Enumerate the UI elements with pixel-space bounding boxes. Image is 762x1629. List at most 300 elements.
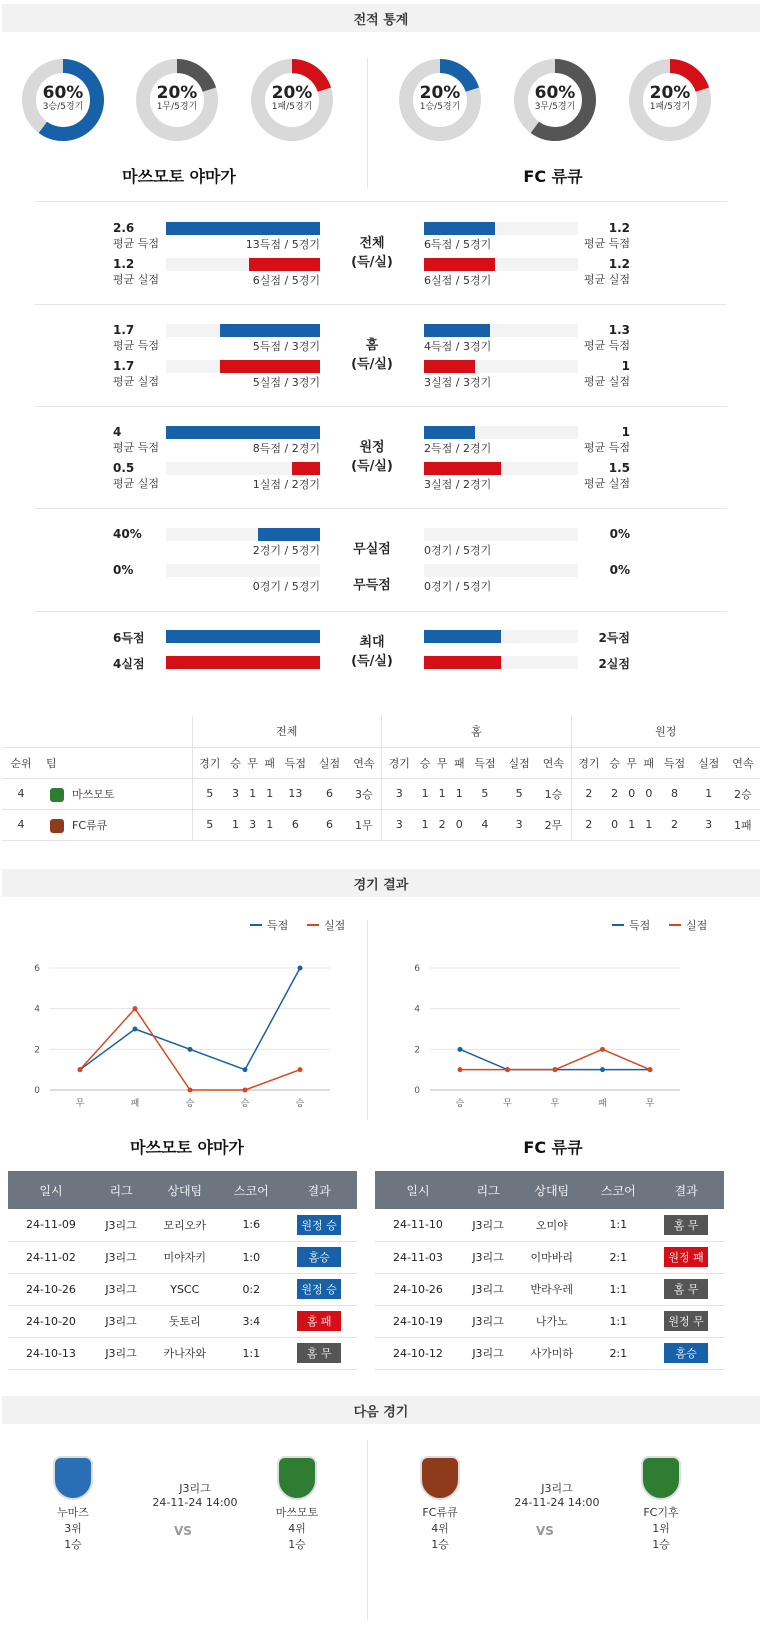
next-team-rank: 3위	[64, 1522, 82, 1535]
home-bar-track	[166, 564, 320, 577]
standings-col-header: 패	[264, 756, 276, 770]
result-cell	[281, 1305, 357, 1337]
results-col-header: 일시	[8, 1171, 94, 1209]
table-row	[2, 778, 760, 809]
away-max-goals: 2득점	[598, 631, 630, 645]
away-max-conceded-bar	[424, 656, 501, 669]
standings-col-header: 무	[436, 756, 448, 770]
home-max-goals: 6득점	[113, 631, 145, 645]
standings-cell: 5	[206, 818, 214, 831]
standings-cell: 3	[515, 818, 523, 831]
away-stat-value: 1.2	[608, 257, 630, 271]
away-donut	[398, 58, 482, 142]
result-league: J3리그	[94, 1273, 148, 1305]
chart-legend	[612, 918, 707, 932]
standings-col-header: 팀	[40, 747, 192, 778]
donut-sub: 3무/5경기	[534, 102, 576, 112]
result-badge: 홈승	[297, 1247, 341, 1267]
result-badge: 홈 무	[664, 1279, 708, 1299]
home-score-chart	[0, 912, 380, 1112]
series-point	[188, 1088, 193, 1093]
result-league: J3리그	[94, 1337, 148, 1369]
standings-cell: 1	[645, 818, 653, 831]
away-donut	[513, 58, 597, 142]
home-stat-value: 0%	[113, 563, 134, 577]
result-cell	[281, 1209, 357, 1241]
series-line-scored	[80, 968, 300, 1070]
vs-label: VS	[536, 1524, 554, 1538]
next-team-name: 마쓰모토	[275, 1506, 319, 1519]
away-max-goals-bar	[424, 630, 501, 643]
donut-percent: 60%	[42, 83, 84, 103]
away-team-name: FC 류큐	[523, 167, 583, 186]
next-datetime: 24-11-24 14:00	[514, 1496, 600, 1509]
home-donut	[135, 58, 219, 142]
divider	[35, 508, 727, 509]
away-stat-value: 1	[621, 425, 630, 439]
away-bar-fill	[424, 426, 475, 439]
donut-label	[135, 84, 219, 113]
team-crest-icon	[50, 788, 64, 802]
divider	[367, 58, 368, 188]
x-tick-label: 무	[503, 1099, 512, 1109]
home-donut	[21, 58, 105, 142]
away-bar-caption: 2득점 / 2경기	[424, 442, 492, 455]
result-league: J3리그	[94, 1209, 148, 1241]
standings-cell: 0	[628, 787, 636, 800]
stat-category-sub: (득/실)	[351, 654, 393, 669]
standings-cell: 3승	[347, 778, 382, 809]
divider	[35, 406, 727, 407]
standings-cell: 3	[395, 787, 403, 800]
home-bar-fill	[292, 462, 320, 475]
away-stat-value: 1	[621, 359, 630, 373]
away-bar-fill	[424, 258, 495, 271]
standings-col-header: 득점	[474, 756, 496, 770]
results-header-row	[375, 1171, 724, 1209]
away-bar-caption: 6득점 / 5경기	[424, 238, 492, 251]
result-score: 1:1	[221, 1337, 281, 1369]
donut-percent: 20%	[419, 83, 461, 103]
x-tick-label: 승	[185, 1099, 195, 1109]
home-results-table	[8, 1171, 357, 1370]
result-opponent[interactable]: 카나자와	[148, 1337, 221, 1369]
result-badge: 원정 무	[664, 1311, 708, 1331]
standings-cell: 1패	[734, 818, 752, 832]
standings-cell: 5	[515, 787, 523, 800]
standings-col-header: 실점	[698, 756, 720, 770]
home-stat-label: 평균 득점	[113, 339, 160, 352]
standings-team-cell[interactable]	[40, 778, 192, 809]
table-row	[8, 1337, 357, 1369]
donut-sub: 3승/5경기	[42, 102, 84, 112]
standings-col-header: 승	[419, 756, 431, 770]
series-point	[600, 1067, 605, 1072]
y-tick-label: 4	[414, 1004, 420, 1015]
home-stat-label: 평균 득점	[113, 237, 160, 250]
home-stat-value: 4	[113, 425, 122, 439]
stat-category-label	[342, 633, 402, 671]
donut-label	[513, 84, 597, 113]
vs-label: VS	[174, 1524, 192, 1538]
next-team-record: 1승	[652, 1538, 670, 1551]
result-date: 24-10-19	[375, 1305, 461, 1337]
away-bar-fill	[424, 324, 490, 337]
result-date: 24-11-10	[375, 1209, 461, 1241]
result-date: 24-11-03	[375, 1241, 461, 1273]
standings-cell: 1	[266, 787, 274, 800]
standings-rank: 4	[17, 787, 25, 800]
stat-category-sub: (득/실)	[351, 459, 393, 474]
result-league: J3리그	[461, 1241, 515, 1273]
away-stat-value: 1.5	[608, 461, 630, 475]
away-bar-fill	[424, 462, 501, 475]
standings-col-header: 무	[626, 756, 638, 770]
result-badge: 원정 승	[297, 1279, 341, 1299]
result-opponent[interactable]: 돗토리	[148, 1305, 221, 1337]
away-bar-caption: 3실점 / 2경기	[424, 478, 492, 491]
donut-sub: 1승/5경기	[419, 102, 461, 112]
result-opponent[interactable]: 오미야	[515, 1209, 588, 1241]
result-opponent[interactable]: 이마바리	[515, 1241, 588, 1273]
home-stat-label: 평균 실점	[113, 477, 160, 490]
series-point	[298, 1067, 303, 1072]
result-league: J3리그	[94, 1241, 148, 1273]
away-max-conceded: 2실점	[598, 657, 630, 671]
next-league: J3리그	[541, 1482, 573, 1495]
series-point	[133, 1027, 138, 1032]
result-opponent[interactable]: 모리오카	[148, 1209, 221, 1241]
table-row	[375, 1209, 724, 1241]
result-date: 24-10-20	[8, 1305, 94, 1337]
table-row	[375, 1241, 724, 1273]
x-tick-label: 승	[455, 1099, 465, 1109]
stat-category-sub: (득/실)	[351, 255, 393, 270]
home-bar-caption: 6실점 / 5경기	[252, 274, 320, 287]
series-point	[458, 1067, 463, 1072]
y-tick-label: 2	[34, 1045, 40, 1056]
standings-cell: 1	[628, 818, 636, 831]
away-bar-caption: 3실점 / 3경기	[424, 376, 492, 389]
standings-col-header: 연속	[732, 756, 754, 770]
y-tick-label: 4	[34, 1004, 40, 1015]
series-point	[458, 1047, 463, 1052]
series-line-conceded	[460, 1049, 650, 1069]
result-cell	[648, 1337, 724, 1369]
result-opponent[interactable]: 반라우레	[515, 1273, 588, 1305]
next-match-info	[502, 1480, 612, 1509]
away-bar-fill	[424, 222, 495, 235]
home-team-name: 마쓰모토 야마가	[122, 167, 236, 186]
results-col-header: 리그	[94, 1171, 148, 1209]
standings-cell: 1	[438, 787, 446, 800]
standings-table	[2, 716, 760, 840]
results-col-header: 상대팀	[148, 1171, 221, 1209]
y-tick-label: 0	[414, 1086, 420, 1096]
next-team-left[interactable]	[30, 1456, 116, 1552]
divider	[35, 304, 727, 305]
stat-category: 최대	[359, 635, 385, 650]
standings-cell: 1	[232, 818, 240, 831]
standings-col-header: 무	[247, 756, 258, 770]
standings-team-name: 마쓰모토	[72, 787, 115, 801]
standings-cell: 1	[249, 787, 257, 800]
home-bar-caption: 1실점 / 2경기	[252, 478, 320, 491]
away-stat-label: 평균 득점	[583, 237, 630, 250]
result-badge: 원정 승	[297, 1215, 341, 1235]
standings-cell: 0	[645, 787, 653, 800]
result-badge: 홈 무	[664, 1215, 708, 1235]
standings-col-header: 경기	[578, 756, 600, 770]
standings-group-header: 홈	[382, 716, 572, 747]
result-cell	[648, 1273, 724, 1305]
away-stat-label: 평균 실점	[583, 375, 630, 388]
standings-col-header: 패	[453, 756, 465, 770]
divider	[367, 920, 368, 1120]
result-cell	[648, 1241, 724, 1273]
home-bar-fill	[220, 324, 320, 337]
standings-cell: 6	[326, 818, 333, 831]
standings-col-header: 득점	[663, 756, 686, 770]
x-tick-label: 무	[645, 1099, 655, 1109]
section-title-next: 다음 경기	[2, 1396, 760, 1424]
standings-cell: 1	[455, 787, 463, 800]
result-cell	[281, 1273, 357, 1305]
donut-percent: 20%	[649, 83, 691, 103]
legend-conceded: 실점	[324, 919, 346, 932]
standings-col-header: 승	[609, 756, 620, 770]
next-team-record: 1승	[64, 1538, 82, 1551]
table-row	[375, 1305, 724, 1337]
stat-category: 원정	[359, 440, 385, 455]
y-tick-label: 6	[34, 964, 40, 974]
results-col-header: 결과	[281, 1171, 357, 1209]
donut-sub: 1무/5경기	[156, 102, 198, 112]
standings-cell: 1	[266, 818, 274, 831]
away-bar-caption: 0경기 / 5경기	[424, 580, 492, 593]
standings-cell: 3	[395, 818, 403, 831]
home-bar-fill	[166, 222, 320, 235]
result-score: 2:1	[588, 1337, 648, 1369]
home-bar-fill	[220, 360, 320, 373]
series-point	[78, 1067, 83, 1072]
standings-col-header: 순위	[10, 756, 32, 770]
standings-col-header: 패	[643, 756, 655, 770]
home-bar-caption: 8득점 / 2경기	[252, 442, 320, 455]
standings-rank: 4	[17, 818, 25, 831]
result-score: 2:1	[588, 1241, 648, 1273]
home-team-name-results: 마쓰모토 야마가	[130, 1138, 244, 1157]
away-stat-value: 0%	[609, 563, 630, 577]
away-stat-value: 0%	[609, 527, 630, 541]
series-point	[505, 1067, 510, 1072]
next-team-right[interactable]	[254, 1456, 340, 1552]
standings-col-header: 연속	[347, 747, 382, 778]
standings-cell: 2	[670, 818, 678, 831]
standings-col-header: 연속	[536, 747, 571, 778]
divider	[367, 1440, 368, 1620]
table-row	[375, 1337, 724, 1369]
away-score-chart	[380, 912, 762, 1112]
legend-scored: 득점	[267, 919, 289, 932]
series-point	[243, 1088, 248, 1093]
table-row	[8, 1273, 357, 1305]
result-cell	[648, 1305, 724, 1337]
next-team-left[interactable]	[397, 1456, 483, 1552]
stat-category-label	[342, 540, 402, 559]
x-tick-label: 패	[130, 1099, 140, 1109]
standings-group-header: 원정	[655, 725, 677, 739]
result-score: 1:1	[588, 1209, 648, 1241]
table-row	[8, 1305, 357, 1337]
stat-category-label	[342, 234, 402, 272]
series-point	[553, 1067, 558, 1072]
result-cell	[648, 1209, 724, 1241]
home-max-conceded: 4실점	[113, 657, 145, 671]
away-bar-caption: 0경기 / 5경기	[424, 544, 492, 557]
away-stat-label: 평균 득점	[583, 441, 630, 454]
result-opponent[interactable]: 사가미하	[515, 1337, 588, 1369]
donut-label	[398, 84, 482, 113]
legend-conceded: 실점	[686, 919, 708, 932]
donut-label	[250, 84, 334, 113]
table-row	[375, 1273, 724, 1305]
next-team-rank: 4위	[431, 1522, 449, 1535]
result-score: 1:0	[221, 1241, 281, 1273]
result-badge: 홈 패	[297, 1311, 341, 1331]
next-league: J3리그	[179, 1482, 211, 1495]
home-donut	[250, 58, 334, 142]
stat-category: 전체	[359, 236, 385, 251]
standings-cell: 4	[481, 818, 489, 831]
result-league: J3리그	[461, 1209, 515, 1241]
standings-cell: 1	[421, 787, 429, 800]
home-stat-value: 0.5	[113, 461, 135, 475]
home-bar-caption: 5실점 / 3경기	[252, 376, 320, 389]
standings-col-header: 득점	[284, 756, 306, 770]
standings-col-header: 경기	[199, 756, 221, 770]
standings-team-name: FC류큐	[72, 818, 108, 832]
result-league: J3리그	[461, 1305, 515, 1337]
standings-cell: 6	[326, 787, 333, 800]
away-donut	[628, 58, 712, 142]
standings-cell: 8	[670, 787, 678, 800]
standings-cell: 1승	[536, 778, 571, 809]
standings-cell: 1	[421, 818, 429, 831]
home-bar-caption: 2경기 / 5경기	[252, 544, 320, 557]
standings-cell: 1	[705, 787, 713, 800]
away-stat-value: 1.2	[608, 221, 630, 235]
result-opponent[interactable]: YSCC	[148, 1273, 221, 1305]
standings-cell: 3	[232, 787, 240, 800]
away-stat-label: 평균 득점	[583, 339, 630, 352]
standings-cell: 1무	[347, 809, 382, 840]
stat-category: 무득점	[353, 578, 391, 593]
series-point	[188, 1047, 193, 1052]
standings-col-header: 실점	[318, 756, 341, 770]
next-datetime: 24-11-24 14:00	[152, 1496, 238, 1509]
stat-category-sub: (득/실)	[351, 357, 393, 372]
series-point	[298, 966, 303, 971]
chart-legend	[250, 918, 345, 932]
y-tick-label: 2	[414, 1045, 420, 1056]
result-date: 24-11-09	[8, 1209, 94, 1241]
results-col-header: 스코어	[588, 1171, 648, 1209]
result-opponent[interactable]: 나가노	[515, 1305, 588, 1337]
next-team-record: 1승	[288, 1538, 306, 1551]
x-tick-label: 패	[598, 1099, 607, 1109]
away-stat-value: 1.3	[608, 323, 630, 337]
team-crest-icon	[53, 1456, 93, 1500]
series-line-scored	[460, 1049, 650, 1069]
stat-category: 홈	[365, 338, 379, 353]
next-team-right[interactable]	[618, 1456, 704, 1552]
donut-sub: 1패/5경기	[271, 102, 313, 112]
results-col-header: 스코어	[221, 1171, 281, 1209]
result-date: 24-10-13	[8, 1337, 94, 1369]
home-stat-value: 1.7	[113, 359, 135, 373]
away-team-name-results: FC 류큐	[523, 1138, 583, 1157]
donut-label	[628, 84, 712, 113]
standings-group-header: 전체	[192, 716, 382, 747]
result-league: J3리그	[461, 1273, 515, 1305]
home-bar-fill	[166, 426, 320, 439]
team-crest-icon	[420, 1456, 460, 1500]
standings-team-cell[interactable]	[40, 809, 192, 840]
away-results-table	[375, 1171, 724, 1370]
table-row	[8, 1241, 357, 1273]
x-tick-label: 승	[295, 1099, 305, 1109]
x-tick-label: 무	[550, 1099, 560, 1109]
divider	[35, 201, 727, 202]
table-row	[2, 809, 760, 840]
away-bar-track	[424, 528, 578, 541]
result-date: 24-10-26	[375, 1273, 461, 1305]
home-bar-fill	[258, 528, 320, 541]
stat-category-label	[342, 576, 402, 595]
result-badge: 홈승	[664, 1343, 708, 1363]
next-team-record: 1승	[431, 1538, 449, 1551]
standings-cell: 13	[288, 787, 303, 800]
team-crest-icon	[641, 1456, 681, 1500]
home-stat-value: 2.6	[113, 221, 135, 235]
away-bar-fill	[424, 360, 475, 373]
standings-cell: 5	[481, 787, 489, 800]
next-team-rank: 1위	[652, 1522, 670, 1535]
away-bar-caption: 4득점 / 3경기	[424, 340, 492, 353]
home-max-conceded-bar	[166, 656, 320, 669]
next-team-name: FC기후	[643, 1506, 679, 1519]
result-score: 1:1	[588, 1305, 648, 1337]
x-tick-label: 승	[240, 1099, 250, 1109]
home-stat-label: 평균 득점	[113, 441, 160, 454]
result-score: 0:2	[221, 1273, 281, 1305]
next-match-info	[140, 1480, 250, 1509]
results-col-header: 상대팀	[515, 1171, 588, 1209]
results-col-header: 결과	[648, 1171, 724, 1209]
standings-group-row	[2, 716, 760, 747]
result-badge: 원정 패	[664, 1247, 708, 1267]
standings-col-header: 실점	[508, 756, 530, 770]
result-opponent[interactable]: 미야자키	[148, 1241, 221, 1273]
home-bar-caption: 13득점 / 5경기	[245, 238, 320, 251]
away-stat-label: 평균 실점	[583, 273, 630, 286]
result-league: J3리그	[461, 1337, 515, 1369]
next-team-name: FC류큐	[422, 1506, 458, 1519]
stat-category-label	[342, 438, 402, 476]
x-tick-label: 무	[75, 1099, 85, 1109]
donut-percent: 20%	[156, 83, 198, 103]
